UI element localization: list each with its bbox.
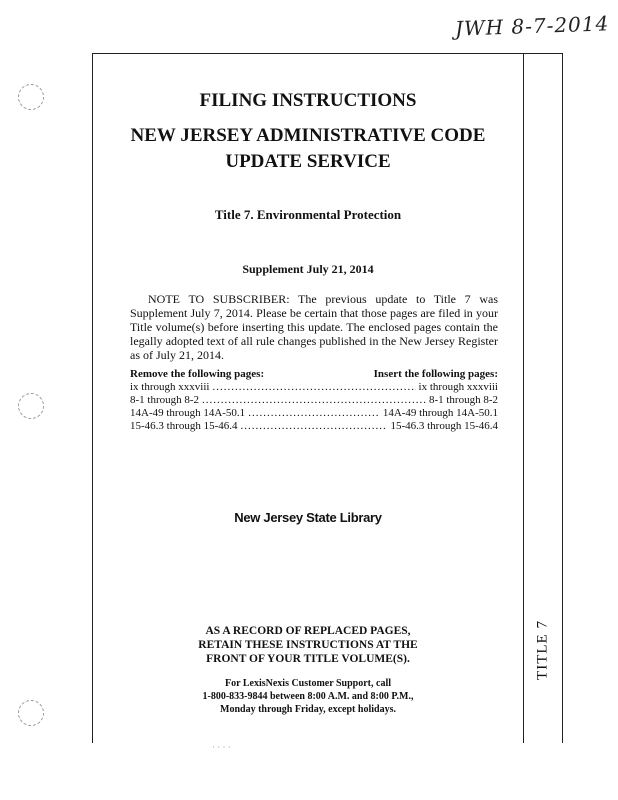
dot-leader <box>248 407 380 420</box>
table-row <box>130 394 498 407</box>
insert-pages: 14A-49 through 14A-50.1 <box>382 407 498 419</box>
support-line: 1-800-833-9844 between 8:00 A.M. and 8:00 P.M., <box>202 691 414 702</box>
support-line: For LexisNexis Customer Support, call <box>224 678 391 689</box>
remove-pages: 14A-49 through 14A-50.1 <box>130 407 246 419</box>
pages-table <box>130 368 498 433</box>
scan-specks: · · · · <box>212 742 231 752</box>
table-row <box>130 407 498 420</box>
code-title: NEW JERSEY ADMINISTRATIVE CODE <box>130 125 486 146</box>
page-title: FILING INSTRUCTIONS <box>199 90 417 111</box>
table-header <box>130 368 498 381</box>
record-instructions <box>93 624 523 666</box>
handwritten-annotation: JWH 8-7-2014 <box>454 11 610 41</box>
binder-hole-icon <box>18 393 44 419</box>
insert-pages: 8-1 through 8-2 <box>428 394 498 406</box>
record-line: FRONT OF YOUR TITLE VOLUME(S). <box>206 653 410 665</box>
dot-leader <box>212 381 415 394</box>
title-tab <box>528 610 558 690</box>
binder-hole-icon <box>18 84 44 110</box>
frame-top-border <box>92 53 524 54</box>
subscriber-note: NOTE TO SUBSCRIBER: The previous update to Title 7 was Supplement July 7, 2014. Please be certain that those pages are filed in your Title volume(s) before inserting this update. The enclosed pages contain the legally adopted text of all rule changes published in the New Jersey Register as of July 21, 2014. <box>130 292 498 362</box>
support-line: Monday through Friday, except holidays. <box>220 704 396 715</box>
insert-pages: ix through xxxviii <box>418 381 498 393</box>
supplement-date: Supplement July 21, 2014 <box>242 262 374 276</box>
remove-pages: 15-46.3 through 15-46.4 <box>130 420 238 432</box>
tab-top-border <box>523 53 563 54</box>
remove-header: Remove the following pages: <box>130 368 265 380</box>
title-subject: Title 7. Environmental Protection <box>214 207 402 222</box>
record-line: AS A RECORD OF REPLACED PAGES, <box>205 625 411 637</box>
customer-support <box>93 677 523 716</box>
table-row <box>130 381 498 394</box>
frame-right-border <box>523 53 524 743</box>
remove-pages: 8-1 through 8-2 <box>130 394 200 406</box>
record-line: RETAIN THESE INSTRUCTIONS AT THE <box>198 639 418 651</box>
remove-pages: ix through xxxviii <box>130 381 210 393</box>
table-row <box>130 420 498 433</box>
insert-header: Insert the following pages: <box>373 368 498 380</box>
dot-leader <box>202 394 426 407</box>
tab-label: TITLE 7 <box>534 620 551 680</box>
dot-leader <box>241 420 388 433</box>
library-stamp: New Jersey State Library <box>234 510 382 525</box>
insert-pages: 15-46.3 through 15-46.4 <box>390 420 498 432</box>
binder-hole-icon <box>18 700 44 726</box>
tab-right-border <box>562 53 563 743</box>
service-title: UPDATE SERVICE <box>225 151 391 172</box>
